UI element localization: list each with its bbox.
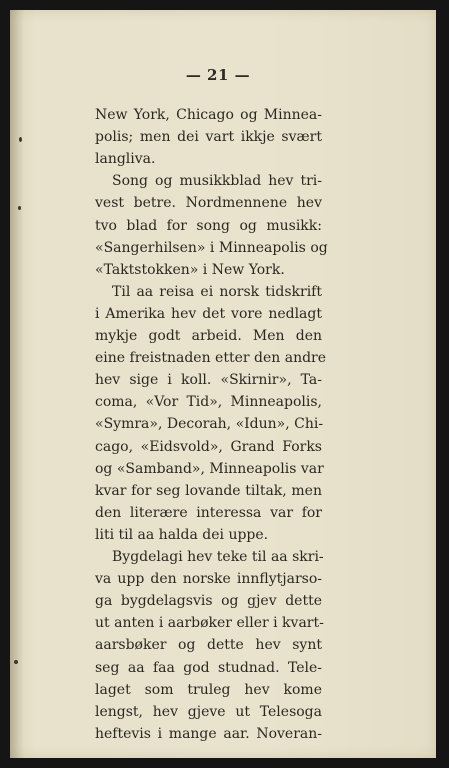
- text-line: liti til aa halda dei uppe.: [95, 526, 269, 543]
- paper-speck: [18, 206, 21, 210]
- text-line: mykje godt arbeid. Men den: [95, 328, 322, 344]
- text-line: ga bygdelagsvis og gjev dette: [95, 593, 322, 610]
- text-line: «Sangerhilsen» i Minneapolis og: [95, 239, 328, 256]
- text-line: i Amerika hev det vore nedlagt: [95, 305, 322, 322]
- text-line: polis; men dei vart ikkje svært: [95, 129, 322, 146]
- text-line: New York, Chicago og Minnea-: [95, 107, 322, 123]
- text-line: og «Samband», Minneapolis var: [95, 460, 324, 477]
- text-line: «Taktstokken» i New York.: [95, 261, 285, 278]
- text-line: ut anten i aarbøker eller i kvart-: [95, 615, 324, 632]
- text-line: aarsbøker og dette hev synt: [95, 637, 322, 654]
- paper-speck: [14, 660, 18, 664]
- text-line: seg aa faa god studnad. Tele-: [95, 659, 322, 676]
- text-line: laget som truleg hev kome: [95, 681, 322, 698]
- text-line: cago, «Eidsvold», Grand Forks: [95, 438, 322, 455]
- paper-speck: [19, 137, 22, 142]
- text-line: hev sige i koll. «Skirnir», Ta-: [95, 372, 322, 389]
- text-line: «Symra», Decorah, «Idun», Chi-: [95, 416, 324, 433]
- text-line: kvar for seg lovande tiltak, men: [95, 482, 322, 499]
- text-line: tvo blad for song og musikk:: [95, 217, 322, 234]
- text-line: coma, «Vor Tid», Minneapolis,: [95, 394, 322, 411]
- text-line: eine freistnaden etter den andre: [95, 350, 327, 367]
- page-number: — 21 —: [185, 66, 251, 84]
- text-line: va upp den norske innflytjarso-: [95, 571, 322, 588]
- spine-shadow: [10, 10, 24, 758]
- text-line: heftevis i mange aar. Noveran-: [95, 725, 322, 742]
- text-line: langliva.: [95, 151, 156, 168]
- text-line: Song og musikkblad hev tri-: [112, 173, 322, 190]
- text-line: vest betre. Nordmennene hev: [95, 195, 322, 212]
- text-line: lengst, hev gjeve ut Telesoga: [95, 703, 322, 720]
- text-line: Bygdelagi hev teke til aa skri-: [112, 549, 324, 565]
- text-line: den literære interessa var for: [95, 504, 322, 521]
- text-line: Til aa reisa ei norsk tidskrift: [112, 283, 322, 300]
